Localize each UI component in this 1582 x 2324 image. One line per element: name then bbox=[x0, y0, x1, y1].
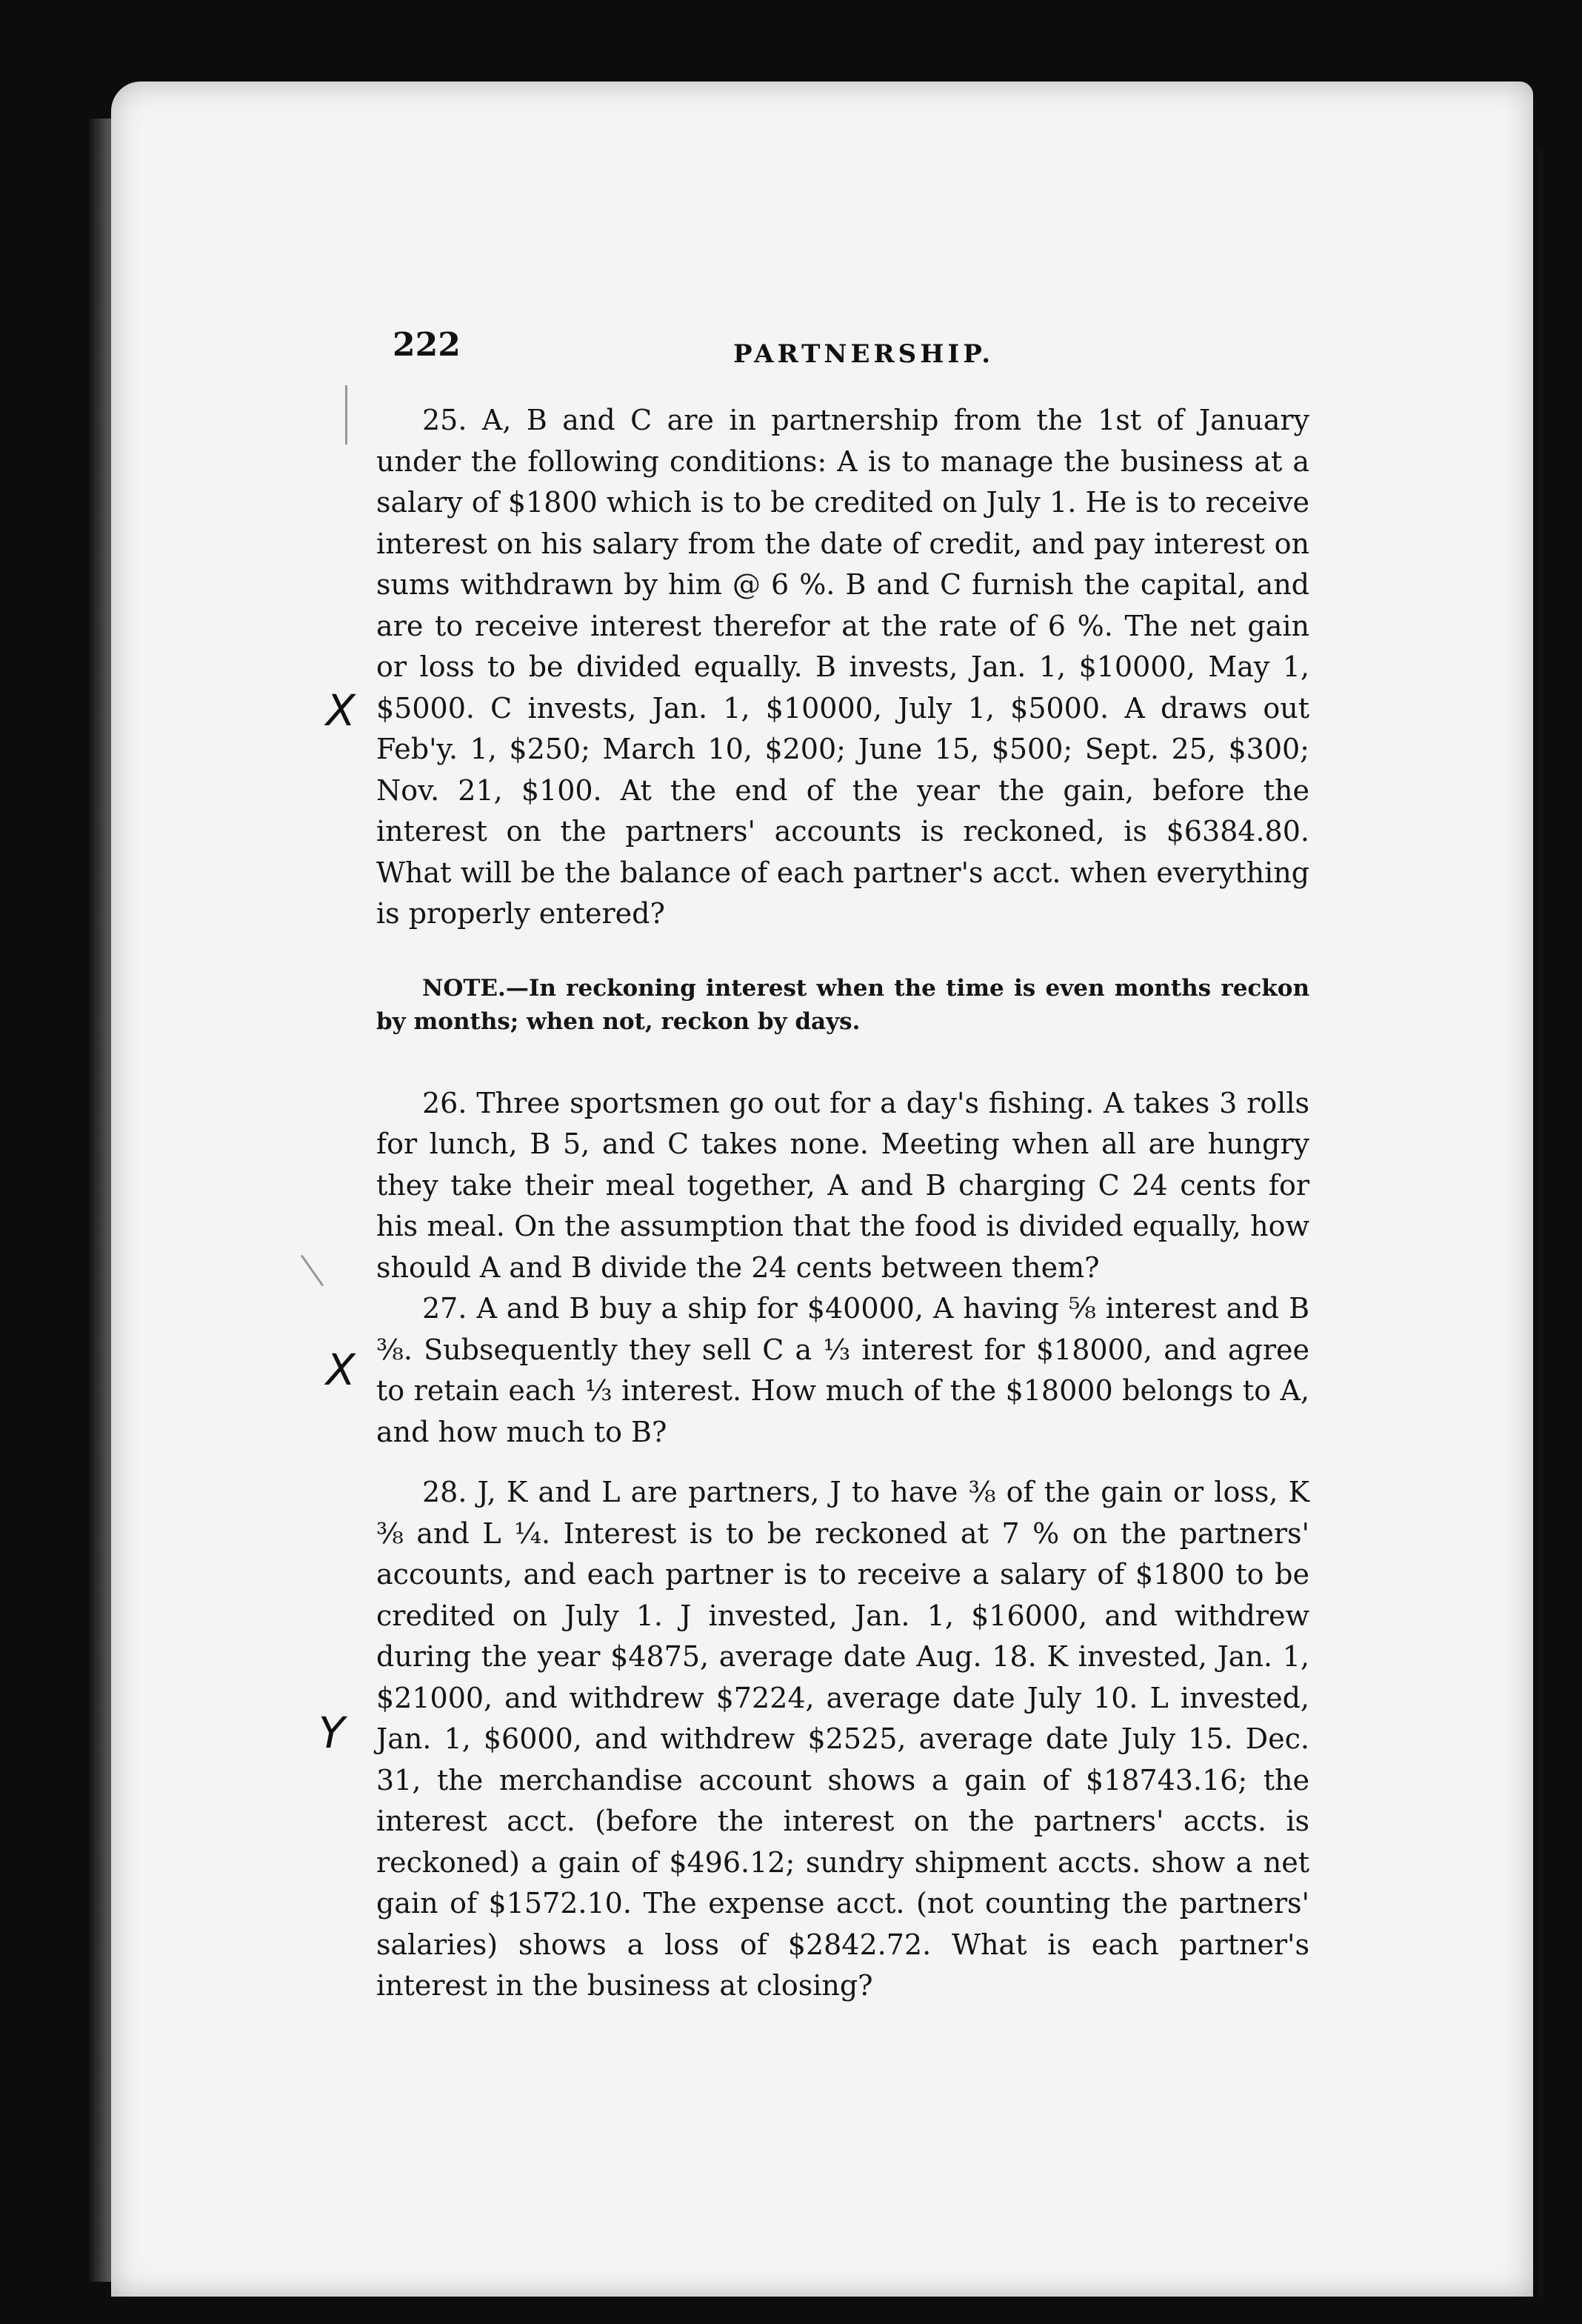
page-number: 222 bbox=[393, 326, 461, 364]
facing-page-rule bbox=[1539, 148, 1543, 2297]
note-paragraph: NOTE.—In reckoning interest when the time is even months reckon by months; when not, reckon by days. bbox=[376, 974, 1309, 1035]
problem-26: 26. Three sportsmen go out for a day's fishing. A takes 3 rolls for lunch, B 5, and C takes none. Meeting when all are hungry they take their meal together, A and B charging C 24 cents for his meal. On the assumption that the food is divided equally, how should A and B divide the 24 cents between them? bbox=[376, 1086, 1309, 1284]
margin-mark-25: X bbox=[326, 685, 356, 736]
problem-25: 25. A, B and C are in partnership from the 1st of January under the following conditions: A is to manage the business at a salary of $1800 which is to be credited on July 1. He is to receive interest on his salary from the date of credit, and pay interest on sums withdrawn by him @ 6 %. B and C furnish the capital, and are to receive interest therefor at the rate of 6 %. The net gain or loss to be divided equally. B invests, Jan. 1, $10000, May 1, $5000. C invests, Jan. 1, $10000, July 1, $5000. A draws out Feb'y. 1, $250; March 10, $200; June 15, $500; Sept. 25, $300; Nov. 21, $100. At the end of the year the gain, before the interest on the partners' accounts is reckoned, is $6384.80. What will be the balance of each partner's acct. when everything is properly entered? bbox=[376, 404, 1309, 930]
pencil-stroke bbox=[345, 385, 347, 445]
problem-27: 27. A and B buy a ship for $40000, A having ⅝ interest and B ⅜. Subsequently they sell C a ⅓ interest for $18000, and agree to retain each ⅓ interest. How much of the $18000 belongs to A, and how much to B? bbox=[376, 1292, 1309, 1448]
margin-mark-28: Y bbox=[318, 1708, 345, 1758]
margin-mark-27: X bbox=[326, 1345, 356, 1395]
problem-28: 28. J, K and L are partners, J to have ⅜ of the gain or loss, K ⅜ and L ¼. Interest is to be reckoned at 7 % on the partners' accounts, and each partner is to receive a salary of $1800 to be credited on July 1. J invested, Jan. 1, $16000, and withdrew during the year $4875, average date Aug. 18. K invested, Jan. 1, $21000, and withdrew $7224, average date July 10. L invested, Jan. 1, $6000, and withdrew $2525, average date July 15. Dec. 31, the merchandise account shows a gain of $18743.16; the interest acct. (before the interest on the partners' accts. is reckoned) a gain of $496.12; sundry shipment accts. show a net gain of $1572.10. The expense acct. (not counting the partners' salaries) shows a loss of $2842.72. What is each partner's interest in the business at closing? bbox=[376, 1476, 1309, 2002]
running-head: PARTNERSHIP. bbox=[733, 339, 995, 369]
page-header bbox=[393, 326, 1326, 378]
page-body bbox=[376, 400, 1309, 2007]
